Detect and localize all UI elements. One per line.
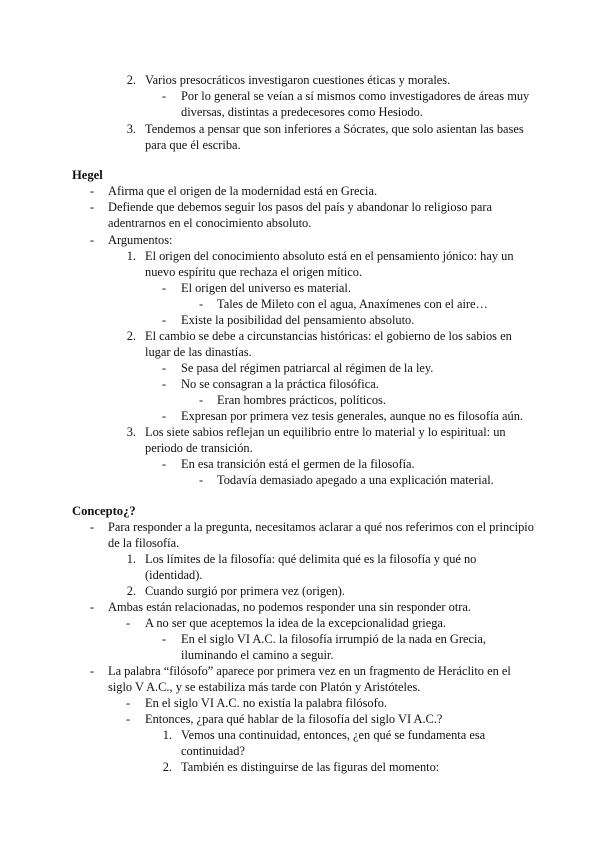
list-item-text: periodo de transición. xyxy=(145,441,253,455)
bullet-text: adentrarnos en el conocimiento absoluto. xyxy=(108,216,312,230)
sub-item-text: Existe la posibilidad del pensamiento absoluto. xyxy=(181,313,415,327)
list-item-text: (identidad). xyxy=(145,568,203,582)
sub-sub-item-text: Eran hombres prácticos, políticos. xyxy=(217,393,386,407)
list-item-text: El origen del conocimiento absoluto está en el pensamiento jónico: hay un xyxy=(145,249,514,263)
sub-item-text: No se consagran a la práctica filosófica. xyxy=(181,377,379,391)
list-item-text: Tendemos a pensar que son inferiores a Sócrates, que solo asientan las bases xyxy=(145,122,524,136)
sub-item-text: Por lo general se veían a sí mismos como investigadores de áreas muy xyxy=(181,89,530,103)
list-item-text: lugar de las dinastías. xyxy=(145,345,252,359)
list-item-text: Vemos una continuidad, entonces, ¿en qué se fundamenta esa xyxy=(181,728,486,742)
list-number: 1. xyxy=(126,552,136,566)
list-number: 3. xyxy=(126,122,136,136)
list-item-text: También es distinguirse de las figuras del momento: xyxy=(181,760,440,774)
sub-item-text: El origen del universo es material. xyxy=(181,281,351,295)
list-number: 3. xyxy=(126,425,136,439)
sub-item-text: En el siglo VI A.C. no existía la palabra filósofo. xyxy=(145,696,388,710)
list-number: 2. xyxy=(126,584,136,598)
bullet-text: siglo V A.C., y se estabiliza más tarde con Platón y Aristóteles. xyxy=(108,680,421,694)
list-number: 1. xyxy=(126,249,136,263)
list-item-text: nuevo espíritu que rechaza el origen mítico. xyxy=(145,265,363,279)
dash-bullet: - xyxy=(90,184,95,198)
dash-bullet: - xyxy=(199,473,204,487)
list-number: 2. xyxy=(126,73,136,87)
list-item-text: para que él escriba. xyxy=(145,138,241,152)
list-number: 2. xyxy=(162,760,172,774)
sub-sub-item-text: En el siglo VI A.C. la filosofía irrumpió de la nada en Grecia, xyxy=(181,632,486,646)
bullet-text: de la filosofía. xyxy=(108,536,180,550)
bullet-text: Ambas están relacionadas, no podemos responder una sin responder otra. xyxy=(108,600,472,614)
sub-item-text: Expresan por primera vez tesis generales, aunque no es filosofía aún. xyxy=(181,409,523,423)
section-heading: Hegel xyxy=(72,168,103,182)
dash-bullet: - xyxy=(90,233,95,247)
dash-bullet: - xyxy=(162,457,167,471)
sub-sub-item-text: iluminando el camino a seguir. xyxy=(181,648,334,662)
dash-bullet: - xyxy=(90,600,95,614)
dash-bullet: - xyxy=(199,393,204,407)
list-number: 1. xyxy=(162,728,172,742)
list-item-text: Los siete sabios reflejan un equilibrio entre lo material y lo espiritual: un xyxy=(145,425,506,439)
dash-bullet: - xyxy=(162,281,167,295)
dash-bullet: - xyxy=(162,89,167,103)
list-item-text: continuidad? xyxy=(181,744,245,758)
list-item-text: Varios presocráticos investigaron cuestiones éticas y morales. xyxy=(145,73,451,87)
dash-bullet: - xyxy=(162,632,167,646)
dash-bullet: - xyxy=(126,712,131,726)
bullet-text: Afirma que el origen de la modernidad está en Grecia. xyxy=(108,184,378,198)
list-item-text: El cambio se debe a circunstancias históricas: el gobierno de los sabios en xyxy=(145,329,512,343)
bullet-text: Para responder a la pregunta, necesitamos aclarar a qué nos referimos con el principio xyxy=(108,520,534,534)
sub-item-text: En esa transición está el germen de la filosofía. xyxy=(181,457,415,471)
sub-item-text: diversas, distintas a predecesores como Hesiodo. xyxy=(181,105,423,119)
dash-bullet: - xyxy=(199,297,204,311)
dash-bullet: - xyxy=(90,520,95,534)
sub-item-text: Se pasa del régimen patriarcal al régimen de la ley. xyxy=(181,361,434,375)
bullet-text: Defiende que debemos seguir los pasos del país y abandonar lo religioso para xyxy=(108,200,493,214)
sub-sub-item-text: Todavía demasiado apegado a una explicación material. xyxy=(217,473,494,487)
dash-bullet: - xyxy=(162,313,167,327)
list-item-text: Cuando surgió por primera vez (origen). xyxy=(145,584,346,598)
dash-bullet: - xyxy=(126,696,131,710)
sub-item-text: Entonces, ¿para qué hablar de la filosofía del siglo VI A.C.? xyxy=(145,712,443,726)
bullet-text: La palabra “filósofo” aparece por primera vez en un fragmento de Heráclito en el xyxy=(108,664,511,678)
list-number: 2. xyxy=(126,329,136,343)
bullet-text: Argumentos: xyxy=(108,233,173,247)
sub-item-text: A no ser que aceptemos la idea de la excepcionalidad griega. xyxy=(145,616,447,630)
dash-bullet: - xyxy=(90,664,95,678)
dash-bullet: - xyxy=(162,409,167,423)
dash-bullet: - xyxy=(162,361,167,375)
dash-bullet: - xyxy=(126,616,131,630)
list-item-text: Los límites de la filosofía: qué delimita qué es la filosofía y qué no xyxy=(145,552,477,566)
dash-bullet: - xyxy=(162,377,167,391)
section-heading: Concepto¿? xyxy=(72,504,136,518)
sub-sub-item-text: Tales de Mileto con el agua, Anaxímenes con el aire… xyxy=(217,297,488,311)
dash-bullet: - xyxy=(90,200,95,214)
